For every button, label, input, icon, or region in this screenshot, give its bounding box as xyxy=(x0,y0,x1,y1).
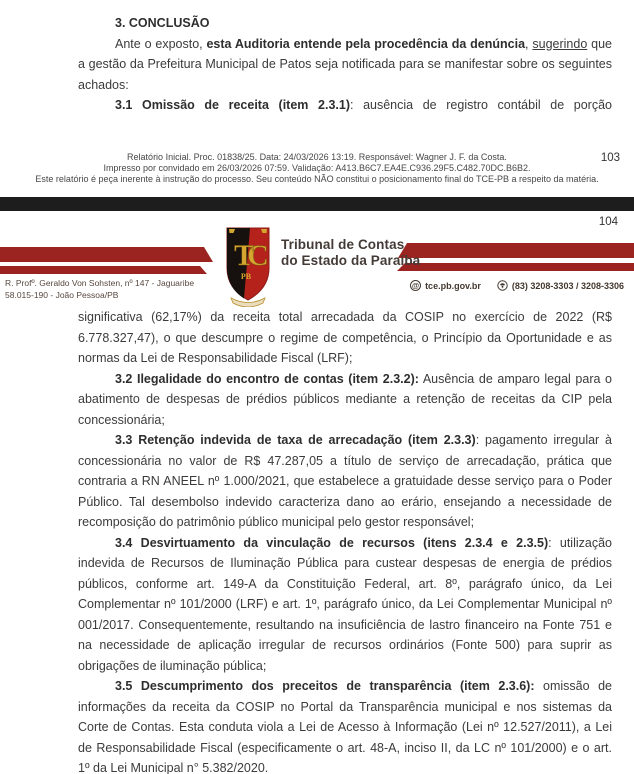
website-item xyxy=(410,280,481,291)
tce-shield-logo-icon xyxy=(225,227,271,307)
intro-segment-bold: esta Auditoria entende pela procedência da denúncia xyxy=(206,36,526,51)
intro-segment: , xyxy=(525,36,533,51)
paragraph-item-3-1 xyxy=(78,95,612,116)
paragraph-item-3-4 xyxy=(78,533,612,677)
intro-segment: Ante o exposto, xyxy=(115,36,207,51)
page-number-103: 103 xyxy=(600,152,620,164)
section-heading-conclusao: 3. CONCLUSÃO xyxy=(115,16,210,30)
paragraph-continuation: significativa (62,17%) da receita total arrecadada da COSIP no exercício de 2022 (R$ 6.778.327,47), o que descumpre o regime de competência, o Princípio da Oportunidade e as normas da Lei de Responsabilidade Fiscal (LRF); xyxy=(78,310,612,365)
paragraph-intro xyxy=(78,34,612,96)
org-title-line2: do Estado da Paraíba xyxy=(281,253,421,268)
footer-line-3: Este relatório é peça inerente à instrução do processo. Seu conteúdo NÃO constitui o posicionamento final do TCE-PB a respeito da matéria. xyxy=(35,174,599,184)
item-3-4-text: : utilização indevida de Recursos de Iluminação Pública para custear despesas de energia de prédios públicos, conforme art. 149-A da Constituição Federal, art. 8º, parágrafo único, da Lei Complementar nº 101/2000 (LRF) e art. 1º, parágrafo único, da Lei Complementar Municipal nº 001/2017. Consequentemente, resultando na insuficiência de lastro financeiro na Fonte 751 e na necessidade de aplicação irregular de recursos ordinários (Fonte 500) para suprir as obrigações de iluminação pública; xyxy=(78,535,612,673)
phone-item xyxy=(497,280,624,291)
paragraph-item-3-2 xyxy=(78,369,612,431)
banner-stripe-right-thin xyxy=(397,263,634,271)
page-104-body xyxy=(0,305,634,774)
item-3-1-title: 3.1 Omissão de receita (item 2.3.1) xyxy=(115,98,350,112)
item-3-2-title: 3.2 Ilegalidade do encontro de contas (item 2.3.2): xyxy=(115,371,419,386)
website-text: tce.pb.gov.br xyxy=(425,280,481,291)
paragraph-item-3-5 xyxy=(78,676,612,774)
org-title xyxy=(281,237,420,269)
page-104 xyxy=(0,211,634,774)
item-3-5-text: omissão de informações da receita da COSIP no Portal da Transparência municipal e nos sistemas da Corte de Contas. Esta conduta viola a Lei de Acesso à Informação (Lei nº 12.527/2011), a Lei de Responsabilidade Fiscal (especificamente o art. 48-A, inciso II, da LC nº 101/2000) e o art. 1º da Lei Municipal n° 5.382/2020. xyxy=(78,679,612,774)
item-3-3-text: : pagamento irregular à concessionária no valor de R$ 47.287,05 a título de serviço de arrecadação, prática que contraria a RN ANEEL nº 1.000/2021, que estabelece a gratuidade desse serviço para o Poder Público. Tal desembolso indevido caracteriza dano ao erário, ensejando a necessidade de recomposição do patrimônio público municipal pelo gestor responsável; xyxy=(78,433,612,529)
at-sign-icon: @ xyxy=(411,281,420,290)
item-3-1-text: : ausência de registro contábil de porção xyxy=(349,98,612,112)
phone-text: (83) 3208-3303 / 3208-3306 xyxy=(511,280,624,291)
page-separator-bar xyxy=(0,197,634,211)
item-3-3-title: 3.3 Retenção indevida de taxa de arrecadação (item 2.3.3) xyxy=(115,433,476,447)
org-title-line1: Tribunal de Contas xyxy=(281,237,405,252)
org-address-line1: R. Profº. Geraldo Von Sohsten, nº 147 - Jaguaribe xyxy=(5,278,195,288)
logo-monogram-sub: PB xyxy=(240,272,252,281)
phone-icon xyxy=(497,280,508,291)
intro-segment-underlined: sugerindo xyxy=(532,36,588,51)
intro-segment: que a gestão da Prefeitura Municipal de Patos seja notificada para se manifestar sobre os seguintes achados: xyxy=(78,36,612,92)
paragraph-item-3-3 xyxy=(78,430,612,533)
banner-stripe-left-thick xyxy=(0,247,213,262)
banner-stripe-right-thick xyxy=(398,243,634,258)
footer-line-1: Relatório Inicial. Proc. 01838/25. Data: 24/03/2026 13:19. Responsável: Wagner J. F. da Costa. xyxy=(127,152,507,162)
footer-line-2: Impresso por convidado em 26/03/2026 07:59. Validação: A413.B6C7.EA4E.C936.29F5.C482.70DC.B6B2. xyxy=(103,163,531,173)
item-3-4-title: 3.4 Desvirtuamento da vinculação de recursos (itens 2.3.4 e 2.3.5) xyxy=(115,535,549,550)
org-address xyxy=(5,278,194,301)
page-103 xyxy=(0,0,634,197)
org-contact xyxy=(410,280,624,291)
item-3-5-title: 3.5 Descumprimento dos preceitos de transparência (item 2.3.6): xyxy=(115,679,535,693)
logo-monogram: TC xyxy=(234,239,262,272)
page-number-104: 104 xyxy=(598,216,618,228)
page-footer xyxy=(0,152,634,185)
item-3-2-text: Ausência de amparo legal para o abatimento de despesas de prédios públicos mediante a retenção de receitas da CIP pela concessionária; xyxy=(78,371,612,427)
tce-letterhead xyxy=(0,211,634,305)
banner-stripe-left-thin xyxy=(0,266,207,274)
org-address-line2: 58.015-190 - João Pessoa/PB xyxy=(5,289,119,300)
